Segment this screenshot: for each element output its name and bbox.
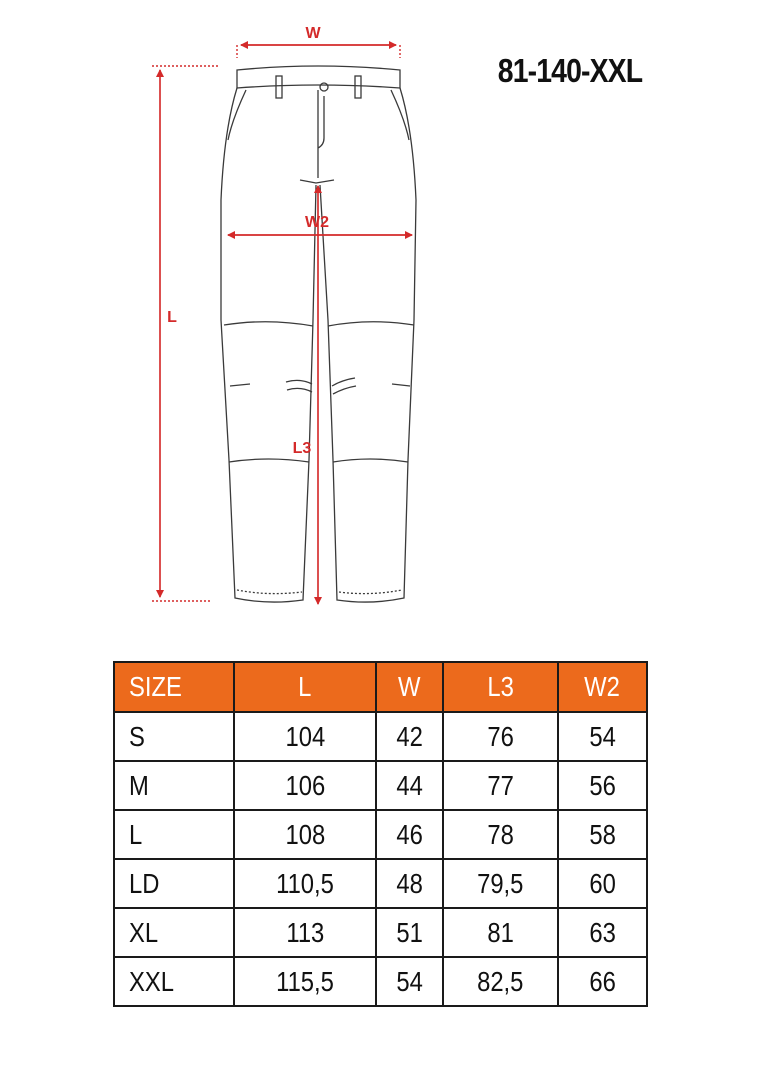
cell-value: 113 bbox=[286, 916, 324, 948]
cell-value: XXL bbox=[129, 965, 174, 997]
cell-value: XL bbox=[129, 916, 159, 948]
cell-value: 42 bbox=[396, 720, 423, 752]
value-cell bbox=[558, 761, 647, 810]
cell-value: 46 bbox=[396, 818, 423, 850]
value-cell bbox=[234, 859, 376, 908]
cell-value: 77 bbox=[487, 769, 514, 801]
cell-value: 108 bbox=[285, 818, 325, 850]
cell-value: 48 bbox=[396, 867, 423, 899]
value-cell bbox=[234, 957, 376, 1006]
value-cell bbox=[443, 712, 558, 761]
header-l bbox=[234, 662, 376, 712]
header-label: L3 bbox=[487, 671, 514, 702]
value-cell bbox=[234, 712, 376, 761]
value-cell bbox=[443, 761, 558, 810]
size-cell bbox=[114, 957, 234, 1006]
cell-value: 63 bbox=[589, 916, 616, 948]
value-cell bbox=[558, 957, 647, 1006]
product-code: 81-140-XXL bbox=[497, 52, 643, 89]
cell-value: 104 bbox=[285, 720, 325, 752]
header-label: W2 bbox=[584, 671, 621, 702]
value-cell bbox=[443, 859, 558, 908]
size-chart-table bbox=[113, 661, 648, 1007]
cell-value: M bbox=[129, 769, 149, 801]
size-cell bbox=[114, 761, 234, 810]
size-cell bbox=[114, 810, 234, 859]
value-cell bbox=[558, 810, 647, 859]
header-w bbox=[376, 662, 443, 712]
cell-value: 82,5 bbox=[477, 965, 524, 997]
table-row bbox=[114, 859, 647, 908]
value-cell bbox=[376, 859, 443, 908]
value-cell bbox=[558, 712, 647, 761]
label-w2: W2 bbox=[305, 214, 329, 231]
cell-value: 60 bbox=[589, 867, 616, 899]
table-row bbox=[114, 761, 647, 810]
header-l3 bbox=[443, 662, 558, 712]
table-row bbox=[114, 810, 647, 859]
value-cell bbox=[234, 908, 376, 957]
value-cell bbox=[443, 810, 558, 859]
table-row bbox=[114, 908, 647, 957]
dimension-lines bbox=[152, 45, 412, 604]
size-cell bbox=[114, 908, 234, 957]
cell-value: S bbox=[129, 720, 145, 752]
header-label: L bbox=[298, 671, 312, 702]
label-w: W bbox=[305, 25, 321, 42]
cell-value: 76 bbox=[487, 720, 514, 752]
value-cell bbox=[443, 908, 558, 957]
size-cell bbox=[114, 859, 234, 908]
label-l3: L3 bbox=[292, 440, 312, 457]
header-size bbox=[114, 662, 234, 712]
value-cell bbox=[234, 810, 376, 859]
value-cell bbox=[234, 761, 376, 810]
header-label: W bbox=[398, 671, 421, 702]
cell-value: 79,5 bbox=[477, 867, 524, 899]
cell-value: 110,5 bbox=[276, 867, 334, 899]
value-cell bbox=[376, 761, 443, 810]
value-cell bbox=[376, 810, 443, 859]
value-cell bbox=[376, 712, 443, 761]
cell-value: 66 bbox=[589, 965, 616, 997]
table-row bbox=[114, 957, 647, 1006]
cell-value: 56 bbox=[589, 769, 616, 801]
cell-value: 115,5 bbox=[276, 965, 334, 997]
value-cell bbox=[558, 859, 647, 908]
value-cell bbox=[443, 957, 558, 1006]
cell-value: 58 bbox=[589, 818, 616, 850]
cell-value: L bbox=[129, 818, 143, 850]
value-cell bbox=[376, 957, 443, 1006]
cell-value: 54 bbox=[589, 720, 616, 752]
cell-value: 106 bbox=[285, 769, 325, 801]
table-header-row bbox=[114, 662, 647, 712]
cell-value: LD bbox=[129, 867, 160, 899]
table-row bbox=[114, 712, 647, 761]
cell-value: 78 bbox=[487, 818, 514, 850]
value-cell bbox=[558, 908, 647, 957]
header-label: SIZE bbox=[129, 671, 182, 702]
value-cell bbox=[376, 908, 443, 957]
cell-value: 51 bbox=[396, 916, 423, 948]
cell-value: 81 bbox=[487, 916, 514, 948]
size-cell bbox=[114, 712, 234, 761]
cell-value: 44 bbox=[396, 769, 423, 801]
label-l: L bbox=[167, 309, 177, 326]
cell-value: 54 bbox=[396, 965, 423, 997]
header-w2 bbox=[558, 662, 647, 712]
